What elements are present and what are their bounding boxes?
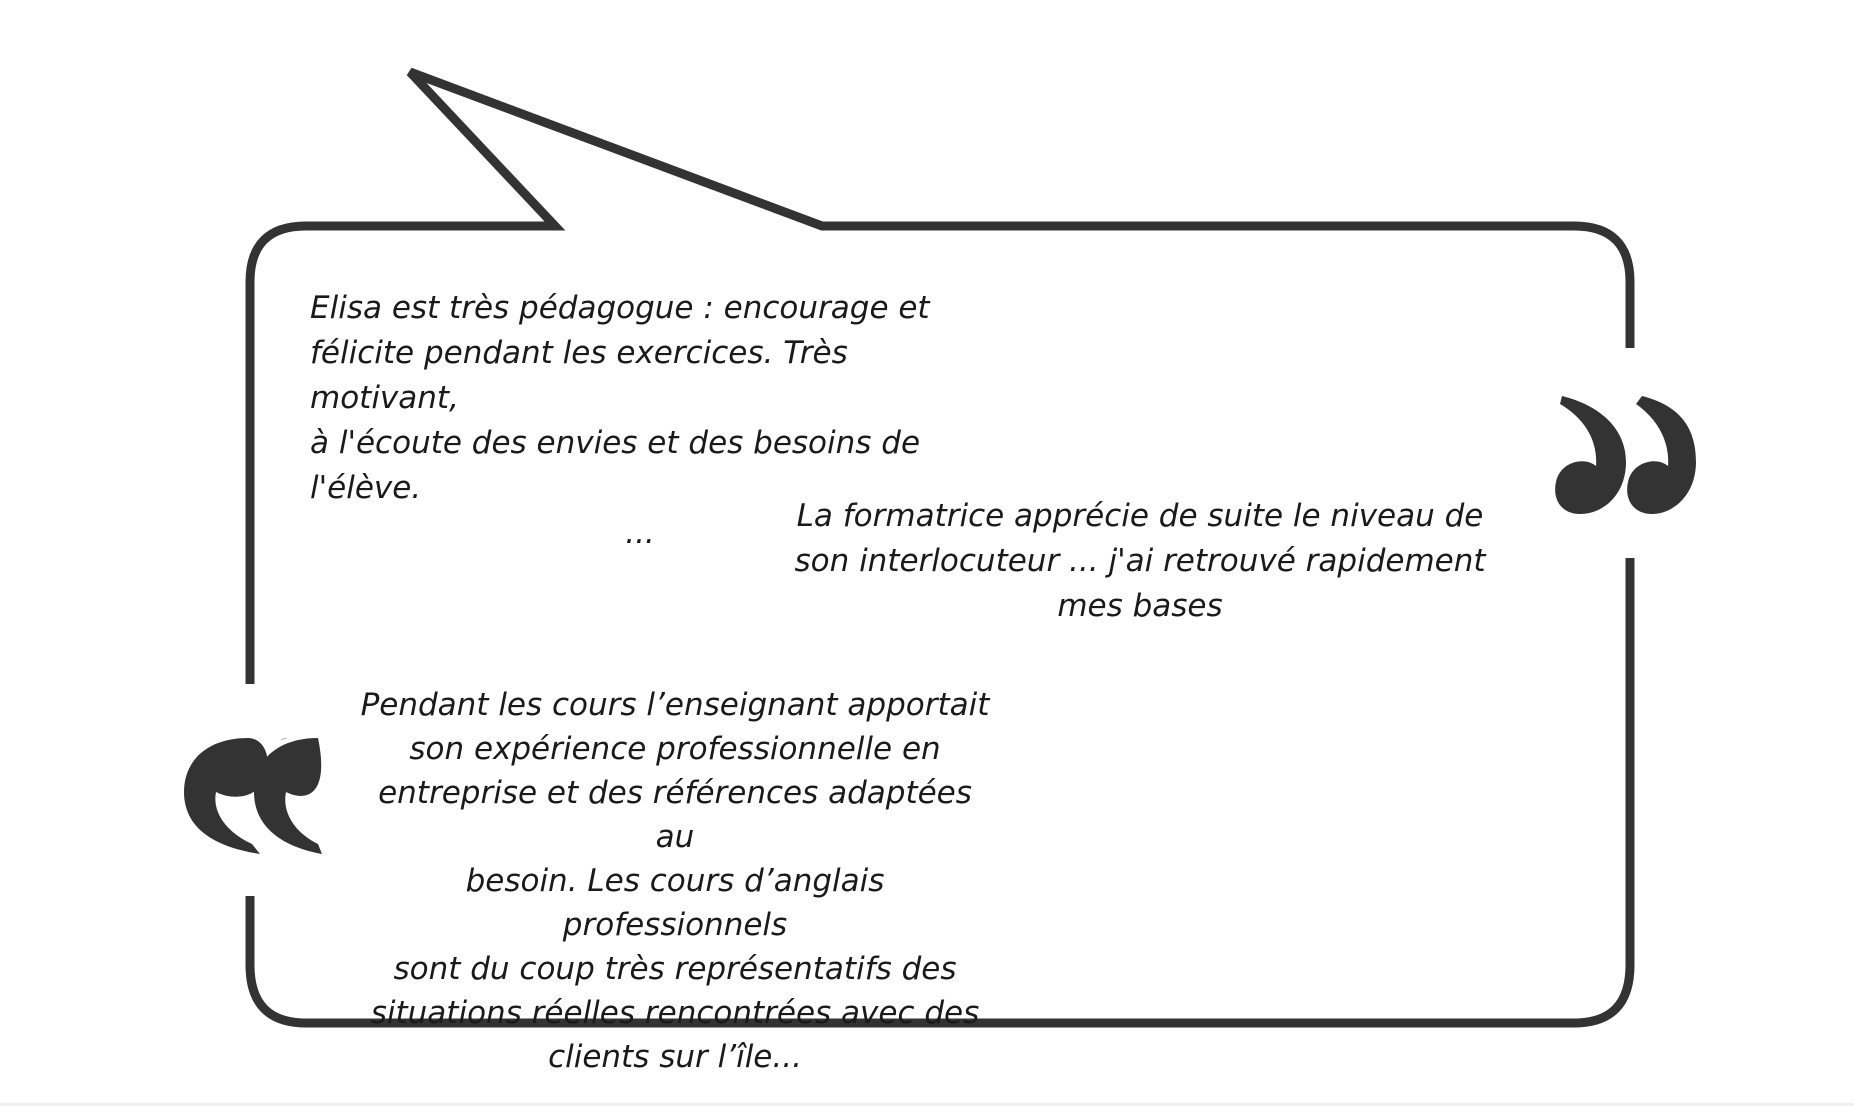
testimonial-elisa-ellipsis: ... <box>625 515 655 551</box>
testimonial-formatrice: La formatrice apprécie de suite le niveau de son interlocuteur ... j'ai retrouvé rapidement mes bases <box>794 498 1486 624</box>
close-quote-icon <box>1555 396 1696 514</box>
testimonial-enseignant: Pendant les cours l’enseignant apportait son expérience professionnelle en entreprise et des références adaptées au besoin. Les cours d’anglais professionnels sont du coup très représentatifs des situations réelles rencontrées avec des clients sur l’île... <box>360 687 990 1075</box>
open-quote-icon <box>184 738 322 854</box>
testimonial-elisa-text: Elisa est très pédagogue : encourage et félicite pendant les exercices. Très motivant, à l'écoute des envies et des besoins de l'élève. <box>310 290 930 506</box>
